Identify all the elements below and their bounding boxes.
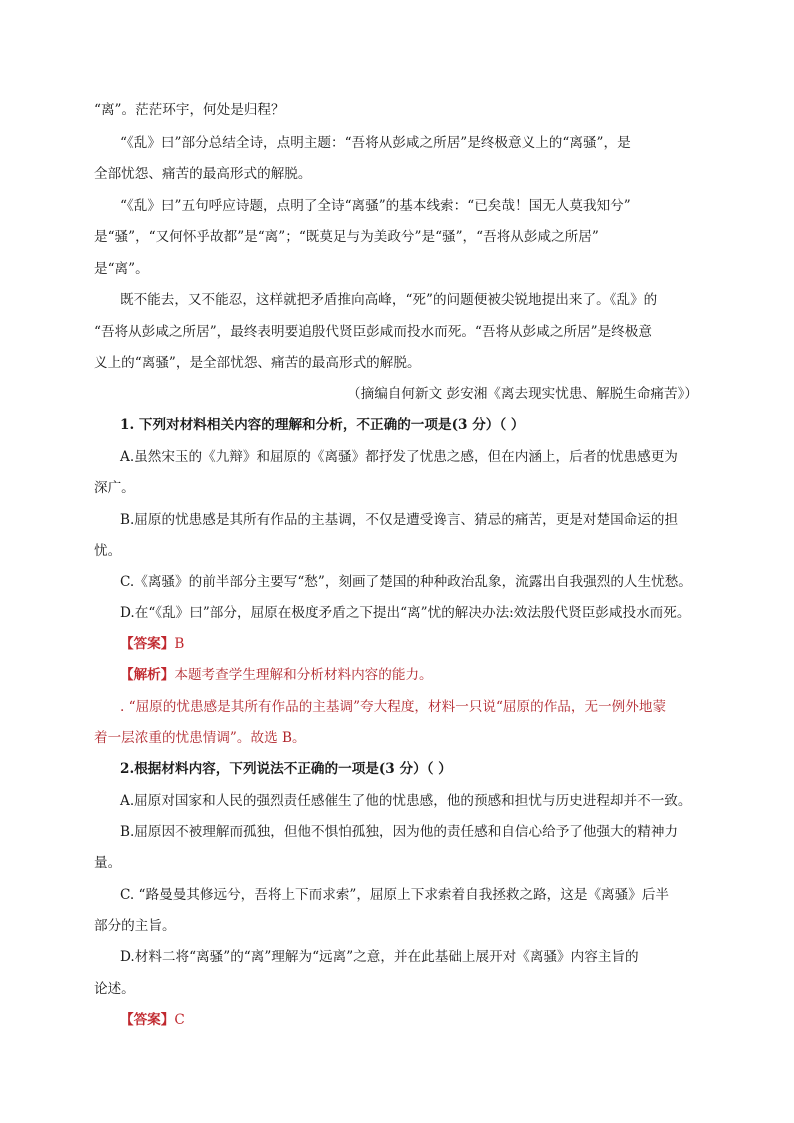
analysis-text: 本题考查学生理解和分析材料内容的能力。: [174, 667, 433, 683]
q2-option-d: D.材料二将“离骚”的“离”理解为“远离”之意，并在此基础上展开对《离骚》内容主旨的: [120, 949, 639, 965]
q2-option-d-cont: 论述。: [94, 981, 135, 997]
q2-answer: [120, 1010, 185, 1030]
q1-explanation-cont: 着一层浓重的忧患情调”。故选 B。: [94, 730, 306, 746]
passage-line: 义上的“离骚”，是全部忧怨、痛苦的最高形式的解脱。: [94, 355, 421, 371]
passage-line: “离”。茫茫环宇，何处是归程？: [94, 102, 285, 118]
passage-line: “吾将从彭咸之所居”，最终表明要追殷代贤臣彭咸而投水而死。“吾将从彭咸之所居”是终极意: [94, 324, 652, 340]
q1-option-b: B.屈原的忧患感是其所有作品的主基调，不仅是遭受谗言、猜忌的痛苦，更是对楚国命运的担: [120, 512, 679, 528]
passage-source: （摘编自何新文 彭安湘《离去现实忧患、解脱生命痛苦》）: [347, 386, 698, 402]
q1-option-a-cont: 深广。: [94, 480, 135, 496]
q1-option-a: A.虽然宋玉的《九辩》和屈原的《离骚》都抒发了忧患之感，但在内涵上，后者的忧患感更为: [120, 449, 678, 465]
passage-line: “《乱》曰”部分总结全诗，点明主题：“吾将从彭咸之所居”是终极意义上的“离骚”，是: [120, 135, 631, 151]
answer-value: C: [174, 1012, 185, 1028]
q2-option-c: C. “路曼曼其修远兮，吾将上下而求索”，屈原上下求索着自我拯救之路，这是《离骚》后半: [120, 887, 670, 903]
answer-value: B: [174, 636, 185, 652]
q2-option-a: A.屈原对国家和人民的强烈责任感催生了他的忧患感，他的预感和担忧与历史进程却并不一致。: [120, 793, 692, 809]
q1-option-c: C.《离骚》的前半部分主要写“愁”，刻画了楚国的种种政治乱象，流露出自我强烈的人生忧愁。: [120, 574, 692, 590]
q2-option-b: B.屈原因不被理解而孤独，但他不惧怕孤独，因为他的责任感和自信心给予了他强大的精神力: [120, 824, 679, 840]
passage-line: “《乱》曰”五句呼应诗题，点明了全诗“离骚”的基本线索：“已矣哉！国无人莫我知兮”: [120, 198, 631, 214]
q1-analysis: [120, 665, 433, 685]
q1-option-d: D.在“《乱》曰”部分，屈原在极度矛盾之下提出“离”忧的解决办法:效法殷代贤臣彭咸投水而死。: [120, 605, 691, 621]
analysis-tag: 【解析】: [120, 667, 175, 683]
passage-line: 是“骚”，“又何怀乎故都”是“离”；“既莫足与为美政兮”是“骚”，“吾将从彭咸之所居”: [94, 229, 599, 245]
q2-option-b-cont: 量。: [94, 855, 122, 871]
answer-tag: 【答案】: [120, 1012, 175, 1028]
passage-line: 既不能去，又不能忍，这样就把矛盾推向高峰，“死”的问题便被尖锐地提出来了。《乱》的: [120, 292, 658, 308]
passage-line: 全部忧怨、痛苦的最高形式的解脱。: [94, 166, 312, 182]
answer-tag: 【答案】: [120, 636, 175, 652]
q1-explanation: . “屈原的忧患感是其所有作品的主基调”夸大程度，材料一只说“屈原的作品，无一例外地蒙: [120, 699, 667, 715]
passage-line: 是“离”。: [94, 261, 149, 277]
q1-option-b-cont: 忧。: [94, 543, 122, 559]
q2-option-c-cont: 部分的主旨。: [94, 918, 176, 934]
question-1-stem: 1. 下列对材料相关内容的理解和分析，不正确的一项是(3 分）（ ）: [120, 417, 525, 433]
question-2-stem: 2.根据材料内容，下列说法不正确的一项是(3 分）（ ）: [120, 761, 452, 777]
q1-answer: [120, 634, 184, 654]
